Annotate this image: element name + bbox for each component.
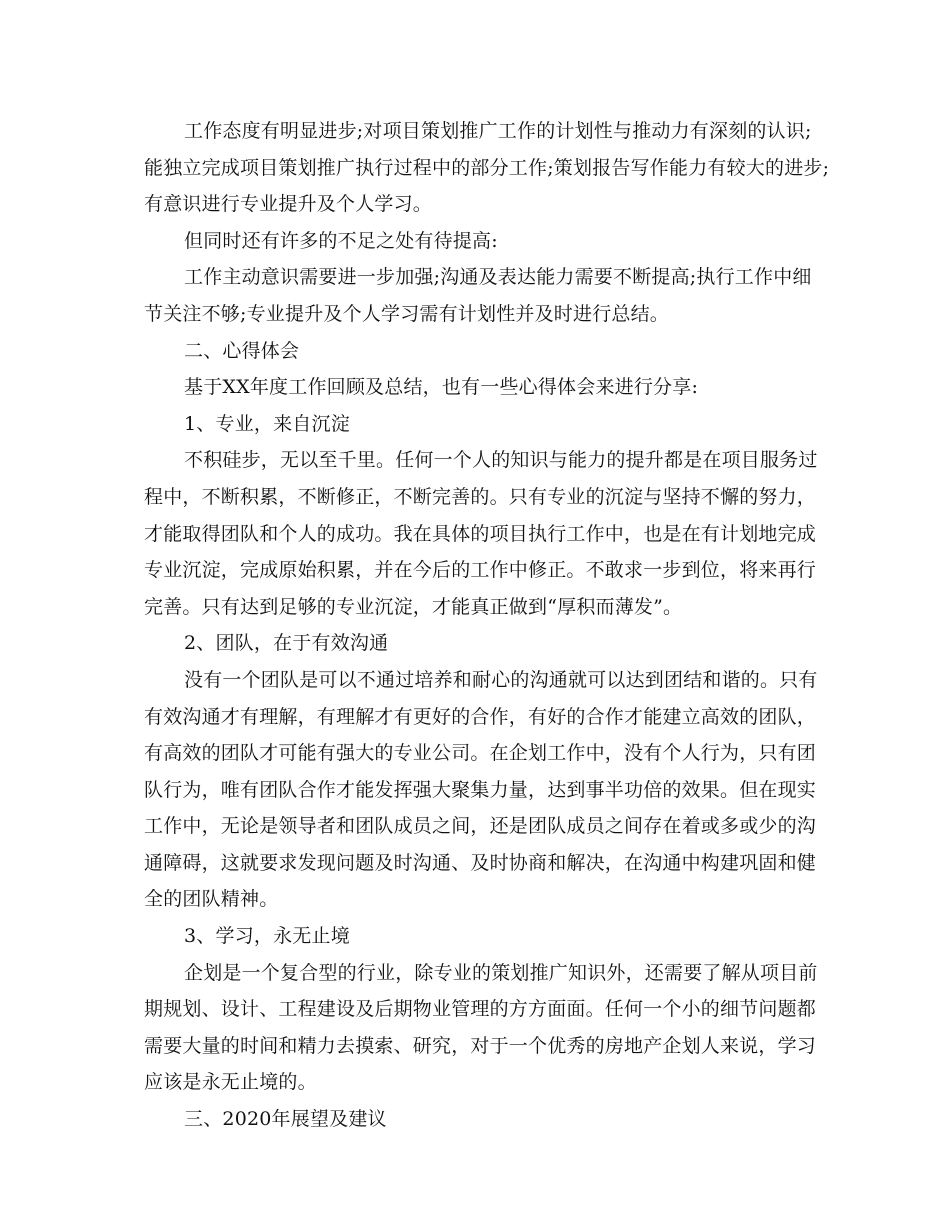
text-line: 节关注不够;专业提升及个人学习需有计划性并及时进行总结。	[144, 302, 670, 325]
text-line: 应该是永无止境的。	[144, 1071, 317, 1094]
text-line: 需要大量的时间和精力去摸索、研究，对于一个优秀的房地产企划人来说，学习	[144, 1034, 817, 1057]
text-line: 有意识进行专业提升及个人学习。	[144, 193, 433, 216]
text-line: 程中，不断积累，不断修正，不断完善的。只有专业的沉淀与坚持不懈的努力，	[144, 485, 817, 508]
text-line: 完善。只有达到足够的专业沉淀，才能真正做到“厚积而薄发”。	[144, 595, 683, 618]
text-line: 专业沉淀，完成原始积累，并在今后的工作中修正。不敢求一步到位，将来再行	[144, 559, 817, 582]
text-line: 工作态度有明显进步;对项目策划推广工作的计划性与推动力有深刻的认识;	[184, 120, 812, 142]
text-line: 企划是一个复合型的行业，除专业的策划推广知识外，还需要了解从项目前	[184, 961, 818, 984]
text-line: 有高效的团队才可能有强大的专业公司。在企划工作中，没有个人行为，只有团	[144, 742, 817, 765]
text-line: 基于XX年度工作回顾及总结，也有一些心得体会来进行分享:	[184, 376, 699, 399]
subsection-heading: 2、团队，在于有效沟通	[184, 632, 389, 655]
text-line: 期规划、设计、工程建设及后期物业管理的方方面面。任何一个小的细节问题都	[144, 998, 817, 1021]
text-line: 工作中，无论是领导者和团队成员之间，还是团队成员之间存在着或多或少的沟	[144, 815, 817, 838]
text-line: 但同时还有许多的不足之处有待提高:	[184, 229, 498, 252]
text-line: 通障碍，这就要求发现问题及时沟通、及时协商和解决，在沟通中构建巩固和健	[144, 851, 817, 874]
text-line: 有效沟通才有理解，有理解才有更好的合作，有好的合作才能建立高效的团队，	[144, 705, 817, 728]
text-line: 能独立完成项目策划推广执行过程中的部分工作;策划报告写作能力有较大的进步;	[144, 156, 830, 179]
section-heading: 二、心得体会	[184, 339, 300, 362]
text-line: 不积硅步，无以至千里。任何一个人的知识与能力的提升都是在项目服务过	[184, 449, 818, 472]
document-body	[144, 113, 830, 1138]
text-line: 没有一个团队是可以不通过培养和耐心的沟通就可以达到团结和谐的。只有	[184, 668, 818, 691]
subsection-heading: 1、专业，来自沉淀	[184, 412, 350, 435]
text-line: 全的团队精神。	[144, 888, 279, 911]
text-line: 工作主动意识需要进一步加强;沟通及表达能力需要不断提高;执行工作中细	[184, 266, 812, 289]
section-heading: 三、2020年展望及建议	[184, 1108, 387, 1131]
text-line: 才能取得团队和个人的成功。我在具体的项目执行工作中，也是在有计划地完成	[144, 522, 817, 545]
text-line: 队行为，唯有团队合作才能发挥强大聚集力量，达到事半功倍的效果。但在现实	[144, 778, 817, 801]
subsection-heading: 3、学习，永无止境	[184, 925, 350, 948]
